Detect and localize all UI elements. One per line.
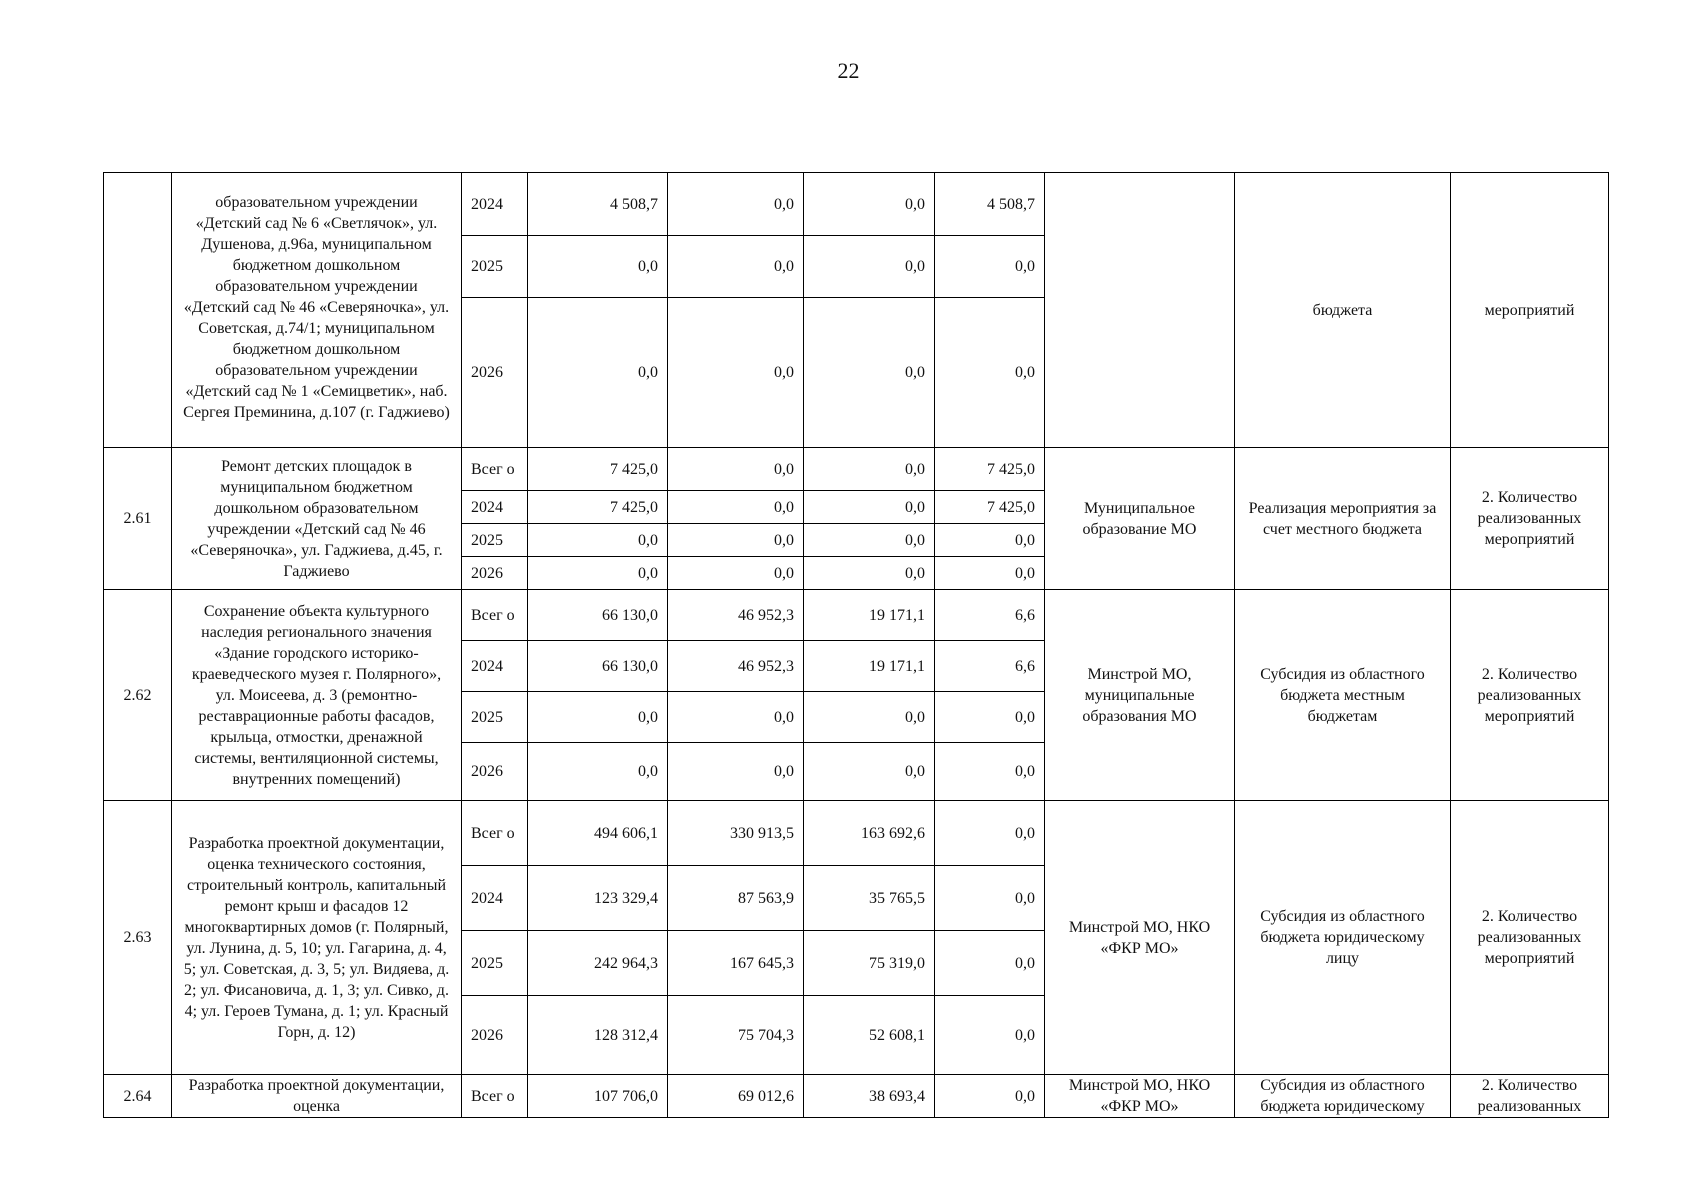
- row-number: [104, 173, 172, 448]
- executor-cell: Минстрой МО, НКО «ФКР МО»: [1045, 801, 1235, 1075]
- local-cell: 0,0: [935, 557, 1045, 590]
- regional-cell: 0,0: [804, 491, 935, 524]
- regional-cell: 0,0: [804, 743, 935, 801]
- source-cell: Субсидия из областного бюджета юридическому: [1235, 1075, 1451, 1118]
- regional-cell: 0,0: [804, 448, 935, 491]
- regional-cell: 19 171,1: [804, 641, 935, 692]
- regional-cell: 35 765,5: [804, 866, 935, 931]
- executor-cell: Муниципальное образование МО: [1045, 448, 1235, 590]
- local-cell: 0,0: [935, 524, 1045, 557]
- total-cell: 66 130,0: [528, 590, 668, 641]
- federal-cell: 0,0: [668, 448, 804, 491]
- local-cell: 0,0: [935, 801, 1045, 866]
- total-cell: 0,0: [528, 236, 668, 298]
- federal-cell: 46 952,3: [668, 590, 804, 641]
- table-row: [104, 1075, 1609, 1118]
- regional-cell: 19 171,1: [804, 590, 935, 641]
- indicator-cell: 2. Количество реализованных мероприятий: [1451, 448, 1609, 590]
- year-cell: 2026: [462, 298, 528, 448]
- year-cell: Всег о: [462, 1075, 528, 1118]
- federal-cell: 87 563,9: [668, 866, 804, 931]
- local-cell: 0,0: [935, 866, 1045, 931]
- federal-cell: 0,0: [668, 743, 804, 801]
- total-cell: 0,0: [528, 298, 668, 448]
- regional-cell: 75 319,0: [804, 931, 935, 996]
- federal-cell: 0,0: [668, 173, 804, 236]
- year-cell: 2024: [462, 491, 528, 524]
- indicator-cell: 2. Количество реализованных мероприятий: [1451, 801, 1609, 1075]
- local-cell: 6,6: [935, 641, 1045, 692]
- local-cell: 7 425,0: [935, 491, 1045, 524]
- federal-cell: 0,0: [668, 491, 804, 524]
- local-cell: 7 425,0: [935, 448, 1045, 491]
- executor-cell: Минстрой МО, муниципальные образования МО: [1045, 590, 1235, 801]
- table-row: [104, 801, 1609, 866]
- regional-cell: 0,0: [804, 524, 935, 557]
- federal-cell: 0,0: [668, 524, 804, 557]
- regional-cell: 0,0: [804, 236, 935, 298]
- local-cell: 0,0: [935, 743, 1045, 801]
- total-cell: 7 425,0: [528, 491, 668, 524]
- total-cell: 107 706,0: [528, 1075, 668, 1118]
- year-cell: 2024: [462, 641, 528, 692]
- local-cell: 0,0: [935, 236, 1045, 298]
- federal-cell: 69 012,6: [668, 1075, 804, 1118]
- indicator-cell: 2. Количество реализованных: [1451, 1075, 1609, 1118]
- regional-cell: 163 692,6: [804, 801, 935, 866]
- local-cell: 0,0: [935, 692, 1045, 743]
- measure-name: Сохранение объекта культурного наследия регионального значения «Здание городского историко-краеведческого музея г. Полярного», ул. Моисеева, д. 3 (ремонтно-реставрационные работы фасадов, крыльца, отмостки, дренажной системы, вентиляционной системы, внутренних помещений): [172, 590, 462, 801]
- measure-name: [172, 173, 462, 448]
- federal-cell: 0,0: [668, 557, 804, 590]
- source-cell: Субсидия из областного бюджета местным бюджетам: [1235, 590, 1451, 801]
- row-number: 2.64: [104, 1075, 172, 1118]
- year-cell: 2025: [462, 931, 528, 996]
- year-cell: 2025: [462, 236, 528, 298]
- regional-cell: 38 693,4: [804, 1075, 935, 1118]
- total-cell: 128 312,4: [528, 996, 668, 1075]
- source-cell: Реализация мероприятия за счет местного бюджета: [1235, 448, 1451, 590]
- total-cell: 494 606,1: [528, 801, 668, 866]
- executor-cell: [1045, 173, 1235, 448]
- source-cell: бюджета: [1235, 173, 1451, 448]
- local-cell: 0,0: [935, 298, 1045, 448]
- table-row: [104, 448, 1609, 491]
- local-cell: 0,0: [935, 996, 1045, 1075]
- page-number: 22: [837, 58, 860, 83]
- year-cell: 2025: [462, 524, 528, 557]
- measure-name: Ремонт детских площадок в муниципальном бюджетном дошкольном образовательном учреждении «Детский сад № 46 «Северяночка», ул. Гаджиева, д.45, г. Гаджиево: [172, 448, 462, 590]
- measure-name-text: образовательном учреждении «Детский сад № 6 «Светлячок», ул. Душенова, д.96а, муниципальном бюджетном дошкольном образовательном учреждении «Детский сад № 46 «Северяночка», ул. Советская, д.74/1; муниципальном бюджетном дошкольном образовательном учреждении «Детский сад № 1 «Семицветик», наб. Сергея Преминина, д.107 (г. Гаджиево): [183, 193, 450, 421]
- row-number: 2.61: [104, 448, 172, 590]
- local-cell: 0,0: [935, 931, 1045, 996]
- regional-cell: 0,0: [804, 692, 935, 743]
- regional-cell: 0,0: [804, 298, 935, 448]
- measure-name: Разработка проектной документации, оценка: [172, 1075, 462, 1118]
- year-cell: 2024: [462, 866, 528, 931]
- total-cell: 0,0: [528, 692, 668, 743]
- year-cell: 2026: [462, 996, 528, 1075]
- federal-cell: 0,0: [668, 692, 804, 743]
- total-cell: 0,0: [528, 743, 668, 801]
- federal-cell: 0,0: [668, 298, 804, 448]
- local-cell: 6,6: [935, 590, 1045, 641]
- local-cell: 0,0: [935, 1075, 1045, 1118]
- total-cell: 7 425,0: [528, 448, 668, 491]
- total-cell: 123 329,4: [528, 866, 668, 931]
- federal-cell: 0,0: [668, 236, 804, 298]
- table-row: [104, 590, 1609, 641]
- row-number: 2.62: [104, 590, 172, 801]
- total-cell: 242 964,3: [528, 931, 668, 996]
- federal-cell: 46 952,3: [668, 641, 804, 692]
- year-cell: 2025: [462, 692, 528, 743]
- local-cell: 4 508,7: [935, 173, 1045, 236]
- total-cell: 66 130,0: [528, 641, 668, 692]
- total-cell: 0,0: [528, 557, 668, 590]
- indicator-cell: 2. Количество реализованных мероприятий: [1451, 590, 1609, 801]
- year-cell: Всег о: [462, 448, 528, 491]
- executor-cell: Минстрой МО, НКО «ФКР МО»: [1045, 1075, 1235, 1118]
- measure-name: Разработка проектной документации, оценка технического состояния, строительный контроль, капитальный ремонт крыш и фасадов 12 многоквартирных домов (г. Полярный, ул. Лунина, д. 5, 10; ул. Гагарина, д. 4, 5; ул. Советская, д. 3, 5; ул. Видяева, д. 2; ул. Фисановича, д. 1, 3; ул. Сивко, д. 4; ул. Героев Тумана, д. 1; ул. Красный Горн, д. 12): [172, 801, 462, 1075]
- federal-cell: 330 913,5: [668, 801, 804, 866]
- total-cell: 4 508,7: [528, 173, 668, 236]
- program-table: [103, 172, 1609, 1118]
- federal-cell: 75 704,3: [668, 996, 804, 1075]
- regional-cell: 0,0: [804, 173, 935, 236]
- source-cell: Субсидия из областного бюджета юридическому лицу: [1235, 801, 1451, 1075]
- year-cell: 2026: [462, 557, 528, 590]
- year-cell: Всег о: [462, 590, 528, 641]
- table-row: [104, 173, 1609, 236]
- federal-cell: 167 645,3: [668, 931, 804, 996]
- indicator-cell: мероприятий: [1451, 173, 1609, 448]
- year-cell: 2026: [462, 743, 528, 801]
- row-number: 2.63: [104, 801, 172, 1075]
- year-cell: Всег о: [462, 801, 528, 866]
- regional-cell: 52 608,1: [804, 996, 935, 1075]
- year-cell: 2024: [462, 173, 528, 236]
- total-cell: 0,0: [528, 524, 668, 557]
- regional-cell: 0,0: [804, 557, 935, 590]
